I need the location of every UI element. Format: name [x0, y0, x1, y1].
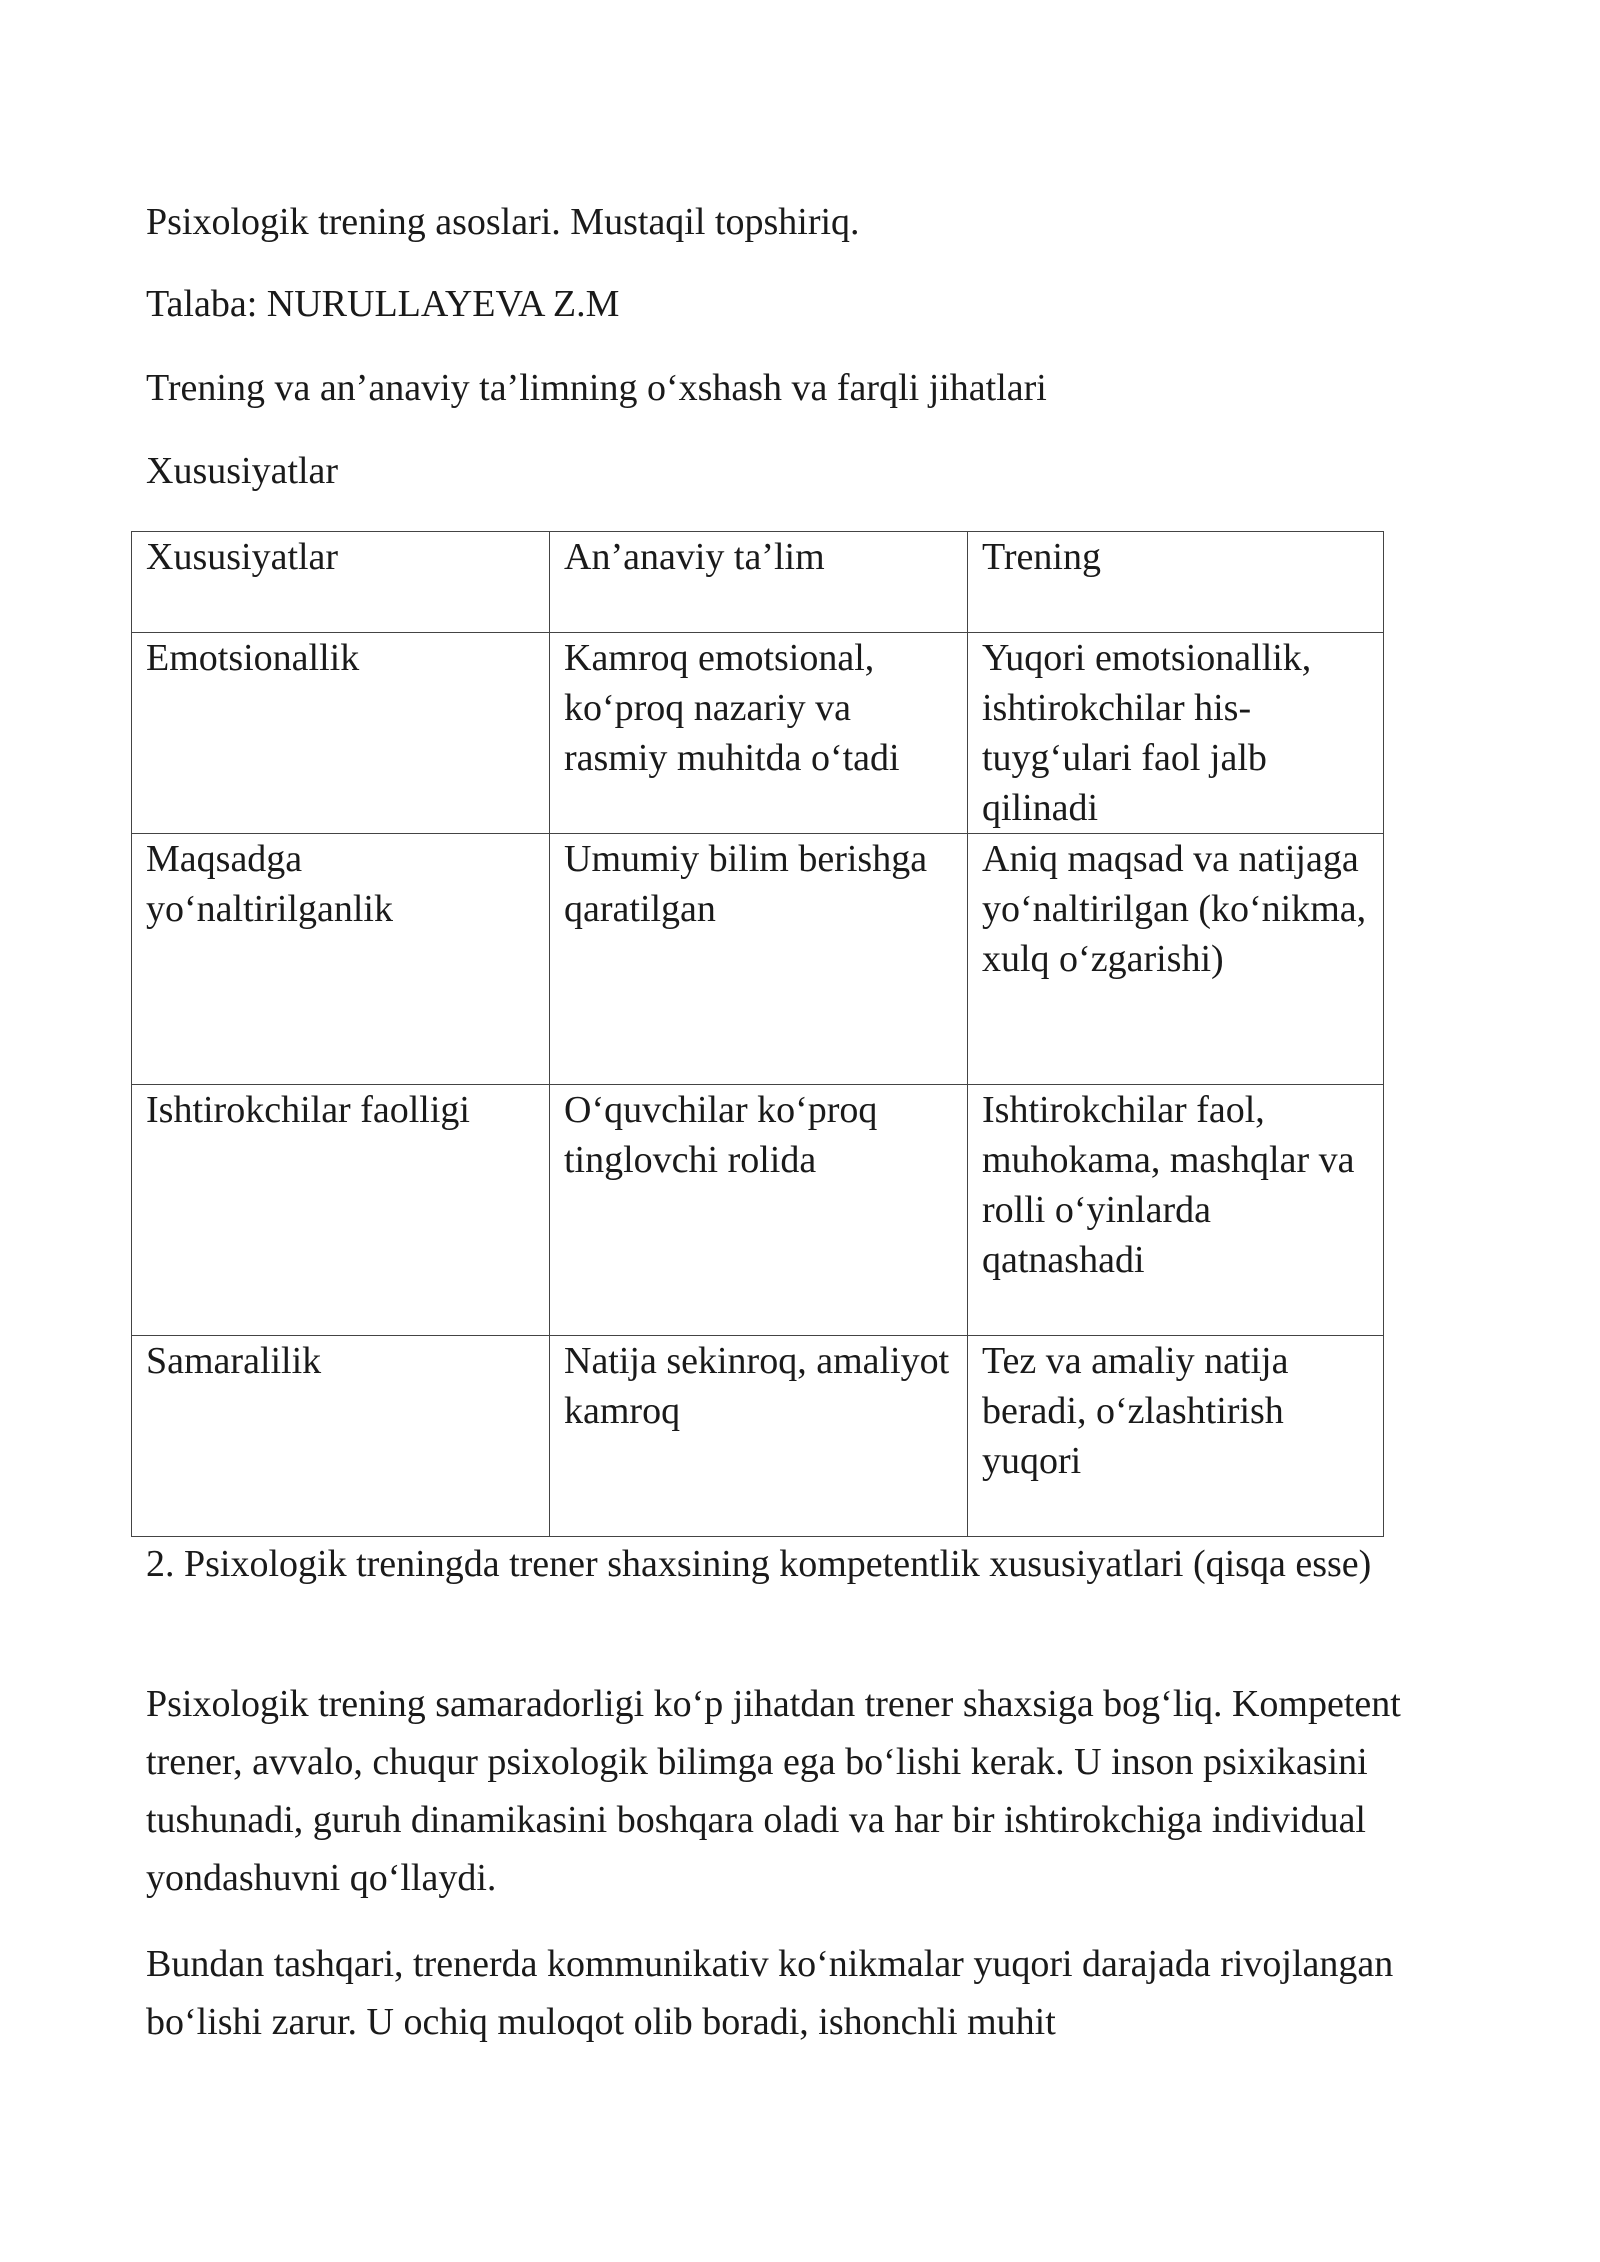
topic-heading: Trening va an’anaviy ta’limning o‘xshash va farqli jihatlari	[146, 367, 1047, 409]
table-cell: Aniq maqsad va natijaga yo‘naltirilgan (ko‘nikma, xulq o‘zgarishi)	[968, 834, 1384, 1085]
table-cell: Umumiy bilim berishga qaratilgan	[550, 834, 968, 1085]
table-cell: O‘quvchilar ko‘proq tinglovchi rolida	[550, 1085, 968, 1336]
table-cell: Samaralilik	[132, 1336, 550, 1537]
essay-paragraph: Bundan tashqari, trenerda kommunikativ ko‘nikmalar yuqori darajada rivojlangan bo‘lishi zarur. U ochiq muloqot olib boradi, ishonchli muhit	[146, 1943, 1394, 2043]
table-cell: Ishtirokchilar faol, muhokama, mashqlar va rolli o‘yinlarda qatnashadi	[968, 1085, 1384, 1336]
table-cell: Kamroq emotsional, ko‘proq nazariy va rasmiy muhitda o‘tadi	[550, 633, 968, 834]
header-cell-features: Xususiyatlar	[132, 532, 550, 633]
document-title: Psixologik trening asoslari. Mustaqil topshiriq.	[146, 201, 860, 243]
table-caption: Xususiyatlar	[146, 450, 339, 492]
table-row	[132, 1336, 1384, 1537]
table-row	[132, 834, 1384, 1085]
table-cell: Emotsionallik	[132, 633, 550, 834]
table-cell: Ishtirokchilar faolligi	[132, 1085, 550, 1336]
table-row	[132, 1085, 1384, 1336]
comparison-table	[131, 531, 1384, 1537]
table-cell: Tez va amaliy natija beradi, o‘zlashtirish yuqori	[968, 1336, 1384, 1537]
header-cell-training: Trening	[968, 532, 1384, 633]
table-header-row	[132, 532, 1384, 633]
essay-paragraph: Psixologik trening samaradorligi ko‘p jihatdan trener shaxsiga bog‘liq. Kompetent trener, avvalo, chuqur psixologik bilimga ega bo‘lishi kerak. U inson psixikasini tushunadi, guruh dinamikasini boshqara oladi va har bir ishtirokchiga individual yondashuvni qo‘llaydi.	[146, 1683, 1401, 1899]
header-cell-traditional: An’anaviy ta’lim	[550, 532, 968, 633]
student-name: Talaba: NURULLAYEVA Z.M	[146, 283, 620, 325]
table-cell: Yuqori emotsionallik, ishtirokchilar his-tuyg‘ulari faol jalb qilinadi	[968, 633, 1384, 834]
table-cell: Natija sekinroq, amaliyot kamroq	[550, 1336, 968, 1537]
table-row	[132, 633, 1384, 834]
section-2-heading: 2. Psixologik treningda trener shaxsining kompetentlik xususiyatlari (qisqa esse)	[146, 1543, 1372, 1585]
table-cell: Maqsadga yo‘naltirilganlik	[132, 834, 550, 1085]
